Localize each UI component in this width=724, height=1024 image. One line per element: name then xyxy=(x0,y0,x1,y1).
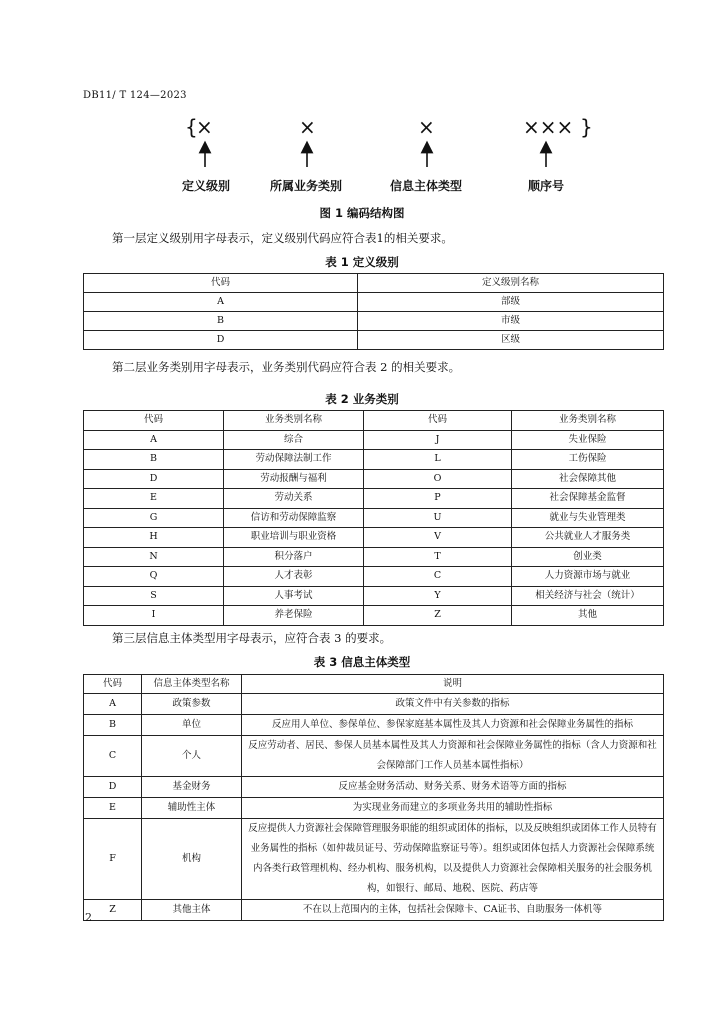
figure-caption: 图 1 编码结构图 xyxy=(319,206,405,220)
table-definition-level xyxy=(83,273,664,350)
table-cell: B xyxy=(84,715,142,736)
table-cell: 反应劳动者、居民、参保人员基本属性及其人力资源和社会保障业务属性的指标（含人力资源和社会保障部门工作人员基本属性指标） xyxy=(242,736,664,777)
table-cell: 养老保险 xyxy=(224,606,364,626)
table-cell: 人事考试 xyxy=(224,586,364,606)
table-cell: 反应提供人力资源社会保障管理服务职能的组织或团体的指标，以及反映组织或团体工作人员特有业务属性的指标（如仲裁员证号、劳动保障监察证号等）。组织或团体包括人力资源社会保障系统内各类行政管理机构、经办机构、服务机构，以及提供人力资源社会保障相关服务的社会服务机构，如银行、邮局、地税、医院、药店等 xyxy=(242,819,664,900)
table-cell: 人力资源市场与就业 xyxy=(512,567,664,587)
table-cell: A xyxy=(84,694,142,715)
table-cell: 积分落户 xyxy=(224,547,364,567)
table-row xyxy=(84,715,664,736)
table-cell: U xyxy=(364,508,512,528)
document-header: DB11/ T 124—2023 xyxy=(83,90,187,101)
paragraph-3: 第三层信息主体类型用字母表示，应符合表 3 的要求。 xyxy=(112,631,392,645)
table-row xyxy=(84,777,664,798)
label-definition-level: 定义级别 xyxy=(182,179,231,193)
table2-caption: 表 2 业务类别 xyxy=(325,392,399,406)
table-cell: 个人 xyxy=(142,736,242,777)
label-subject-type: 信息主体类型 xyxy=(390,179,463,193)
table-cell: B xyxy=(84,450,224,470)
table-row xyxy=(84,331,664,350)
table-cell: I xyxy=(84,606,224,626)
table-cell: Z xyxy=(364,606,512,626)
table-cell: L xyxy=(364,450,512,470)
table-cell: Z xyxy=(84,900,142,921)
table-cell: 劳动保障法制工作 xyxy=(224,450,364,470)
table-cell: F xyxy=(84,819,142,900)
table-header-row xyxy=(84,675,664,694)
table-row xyxy=(84,586,664,606)
table-row xyxy=(84,547,664,567)
table-cell: N xyxy=(84,547,224,567)
table-cell: J xyxy=(364,430,512,450)
table-cell: D xyxy=(84,777,142,798)
table-cell: 基金财务 xyxy=(142,777,242,798)
table-cell: D xyxy=(84,469,224,489)
table-cell: O xyxy=(364,469,512,489)
table-cell: 其他 xyxy=(512,606,664,626)
table-row xyxy=(84,798,664,819)
table-cell: 政策参数 xyxy=(142,694,242,715)
table-cell: T xyxy=(364,547,512,567)
paragraph-1: 第一层定义级别用字母表示，定义级别代码应符合表1的相关要求。 xyxy=(112,231,453,245)
table-cell: C xyxy=(364,567,512,587)
header-cell: 业务类别名称 xyxy=(512,411,664,431)
table-cell: V xyxy=(364,528,512,548)
table-row xyxy=(84,450,664,470)
table-cell: P xyxy=(364,489,512,509)
header-cell: 说明 xyxy=(242,675,664,694)
table-cell: 劳动报酬与福利 xyxy=(224,469,364,489)
table-cell: A xyxy=(84,293,358,312)
symbol-2: × xyxy=(299,115,316,139)
table-cell: E xyxy=(84,798,142,819)
symbol-3: × xyxy=(418,115,435,139)
table-cell: Y xyxy=(364,586,512,606)
table-cell: 就业与失业管理类 xyxy=(512,508,664,528)
table-cell: 反应用人单位、参保单位、参保家庭基本属性及其人力资源和社会保障业务属性的指标 xyxy=(242,715,664,736)
table-row xyxy=(84,567,664,587)
table-cell: 信访和劳动保障监察 xyxy=(224,508,364,528)
table-row xyxy=(84,694,664,715)
table-cell: 为实现业务而建立的多项业务共用的辅助性指标 xyxy=(242,798,664,819)
header-cell: 代码 xyxy=(84,274,358,293)
table-cell: B xyxy=(84,312,358,331)
close-brace: } xyxy=(580,115,593,139)
table-cell: 单位 xyxy=(142,715,242,736)
symbol-4: ××× xyxy=(523,115,574,139)
table-cell: 社会保障基金监督 xyxy=(512,489,664,509)
paragraph-2: 第二层业务类别用字母表示，业务类别代码应符合表 2 的相关要求。 xyxy=(112,360,461,374)
table1-caption: 表 1 定义级别 xyxy=(325,255,399,269)
table-row xyxy=(84,819,664,900)
header-cell: 信息主体类型名称 xyxy=(142,675,242,694)
open-brace: { xyxy=(185,115,198,139)
table-cell: 公共就业人才服务类 xyxy=(512,528,664,548)
label-sequence-number: 顺序号 xyxy=(528,179,565,193)
page-number: 2 xyxy=(85,911,92,924)
label-business-category: 所属业务类别 xyxy=(270,179,343,193)
table-row xyxy=(84,312,664,331)
table-cell: C xyxy=(84,736,142,777)
table-row xyxy=(84,489,664,509)
table-header-row xyxy=(84,274,664,293)
table-row xyxy=(84,736,664,777)
table-cell: 社会保障其他 xyxy=(512,469,664,489)
code-structure-diagram xyxy=(180,115,600,195)
table-row xyxy=(84,430,664,450)
table-cell: 综合 xyxy=(224,430,364,450)
table-cell: 人才表彰 xyxy=(224,567,364,587)
table-cell: D xyxy=(84,331,358,350)
table-cell: 辅助性主体 xyxy=(142,798,242,819)
header-cell: 业务类别名称 xyxy=(224,411,364,431)
table-cell: 不在以上范围内的主体，包括社会保障卡、CA证书、自助服务一体机等 xyxy=(242,900,664,921)
arrows xyxy=(180,115,600,177)
table-business-category xyxy=(83,410,664,626)
table-cell: 政策文件中有关参数的指标 xyxy=(242,694,664,715)
table-cell: E xyxy=(84,489,224,509)
table-cell: H xyxy=(84,528,224,548)
header-cell: 代码 xyxy=(84,411,224,431)
table-row xyxy=(84,900,664,921)
table-cell: 劳动关系 xyxy=(224,489,364,509)
table-row xyxy=(84,508,664,528)
table-cell: G xyxy=(84,508,224,528)
table-header-row xyxy=(84,411,664,431)
table-cell: 机构 xyxy=(142,819,242,900)
header-cell: 定义级别名称 xyxy=(358,274,664,293)
table-cell: 反应基金财务活动、财务关系、财务术语等方面的指标 xyxy=(242,777,664,798)
table-row xyxy=(84,293,664,312)
header-cell: 代码 xyxy=(84,675,142,694)
table-cell: 失业保险 xyxy=(512,430,664,450)
table-cell: 部级 xyxy=(358,293,664,312)
table-cell: 市级 xyxy=(358,312,664,331)
symbol-1: × xyxy=(196,115,213,139)
table-cell: Q xyxy=(84,567,224,587)
table-subject-type xyxy=(83,674,664,921)
table-cell: 工伤保险 xyxy=(512,450,664,470)
table-cell: 区级 xyxy=(358,331,664,350)
header-cell: 代码 xyxy=(364,411,512,431)
table-row xyxy=(84,606,664,626)
table-row xyxy=(84,528,664,548)
table-cell: 相关经济与社会（统计） xyxy=(512,586,664,606)
table-cell: 创业类 xyxy=(512,547,664,567)
table-row xyxy=(84,469,664,489)
table3-caption: 表 3 信息主体类型 xyxy=(313,655,411,669)
table-cell: A xyxy=(84,430,224,450)
table-cell: 职业培训与职业资格 xyxy=(224,528,364,548)
table-cell: S xyxy=(84,586,224,606)
table-cell: 其他主体 xyxy=(142,900,242,921)
